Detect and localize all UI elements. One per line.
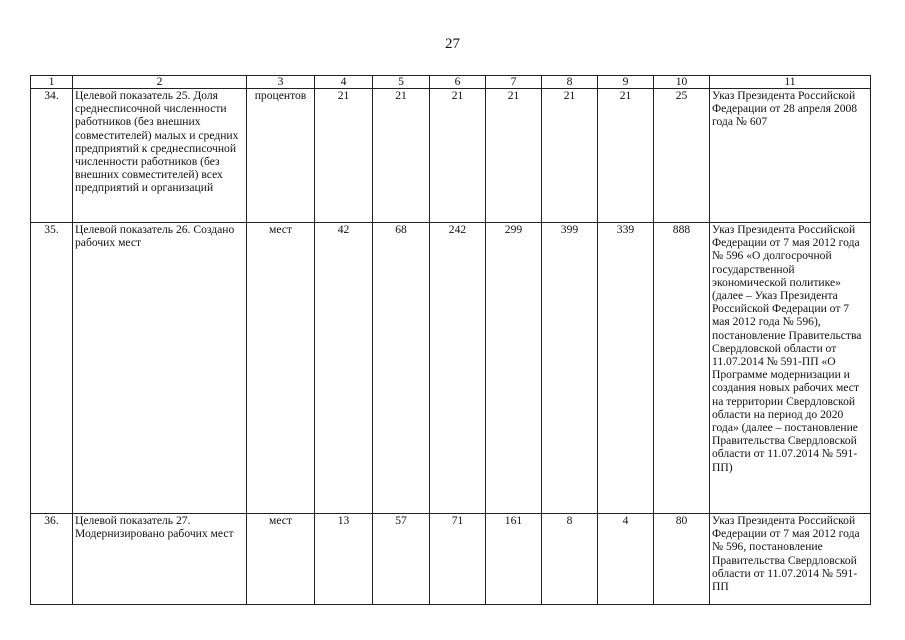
value-cell: 21 [373,89,430,223]
unit-cell: мест [247,514,315,605]
value-cell: 299 [486,223,542,514]
row-number: 35. [31,223,73,514]
row-number: 36. [31,514,73,605]
value-cell: 42 [315,223,373,514]
value-cell: 21 [315,89,373,223]
column-header: 7 [486,76,542,89]
indicator-name: Целевой показатель 27. Модернизировано рабочих мест [73,514,247,605]
source-document: Указ Президента Российской Федерации от 28 апреля 2008 года № 607 [710,89,871,223]
source-document: Указ Президента Российской Федерации от 7 мая 2012 года № 596 «О долгосрочной государственной экономической политике» (далее – Указ Президента Российской Федерации от 7 мая 2012 года № 596), постановление Правительства Свердловской области от 11.07.2014 № 591-ПП «О Программе модернизации и создания новых рабочих мест на территории Свердловской области на период до 2020 года» (далее – постановление Правительства Свердловской области от 11.07.2014 № 591-ПП) [710,223,871,514]
value-cell: 13 [315,514,373,605]
table-row [31,514,871,605]
value-cell: 399 [542,223,598,514]
value-cell: 21 [598,89,654,223]
value-cell: 4 [598,514,654,605]
value-cell: 57 [373,514,430,605]
value-cell: 888 [654,223,710,514]
unit-cell: процентов [247,89,315,223]
value-cell: 21 [486,89,542,223]
column-header: 1 [31,76,73,89]
value-cell: 25 [654,89,710,223]
value-cell: 21 [430,89,486,223]
page-number: 27 [445,36,460,52]
row-number: 34. [31,89,73,223]
value-cell: 242 [430,223,486,514]
table-row [31,223,871,514]
column-number-row [31,76,871,89]
column-header: 2 [73,76,247,89]
unit-cell: мест [247,223,315,514]
column-header: 4 [315,76,373,89]
value-cell: 80 [654,514,710,605]
column-header: 8 [542,76,598,89]
column-header: 10 [654,76,710,89]
value-cell: 339 [598,223,654,514]
value-cell: 161 [486,514,542,605]
indicator-name: Целевой показатель 26. Создано рабочих мест [73,223,247,514]
source-document: Указ Президента Российской Федерации от 7 мая 2012 года № 596, постановление Правительства Свердловской области от 11.07.2014 № 591-ПП [710,514,871,605]
value-cell: 71 [430,514,486,605]
column-header: 6 [430,76,486,89]
indicator-name: Целевой показатель 25. Доля среднесписочной численности работников (без внешних совместителей) малых и средних предприятий к среднесписочной численности работников (без внешних совместителей) всех предприятий и организаций [73,89,247,223]
column-header: 5 [373,76,430,89]
value-cell: 68 [373,223,430,514]
indicators-table [30,75,871,605]
table-row [31,89,871,223]
value-cell: 21 [542,89,598,223]
column-header: 9 [598,76,654,89]
column-header: 3 [247,76,315,89]
value-cell: 8 [542,514,598,605]
column-header: 11 [710,76,871,89]
